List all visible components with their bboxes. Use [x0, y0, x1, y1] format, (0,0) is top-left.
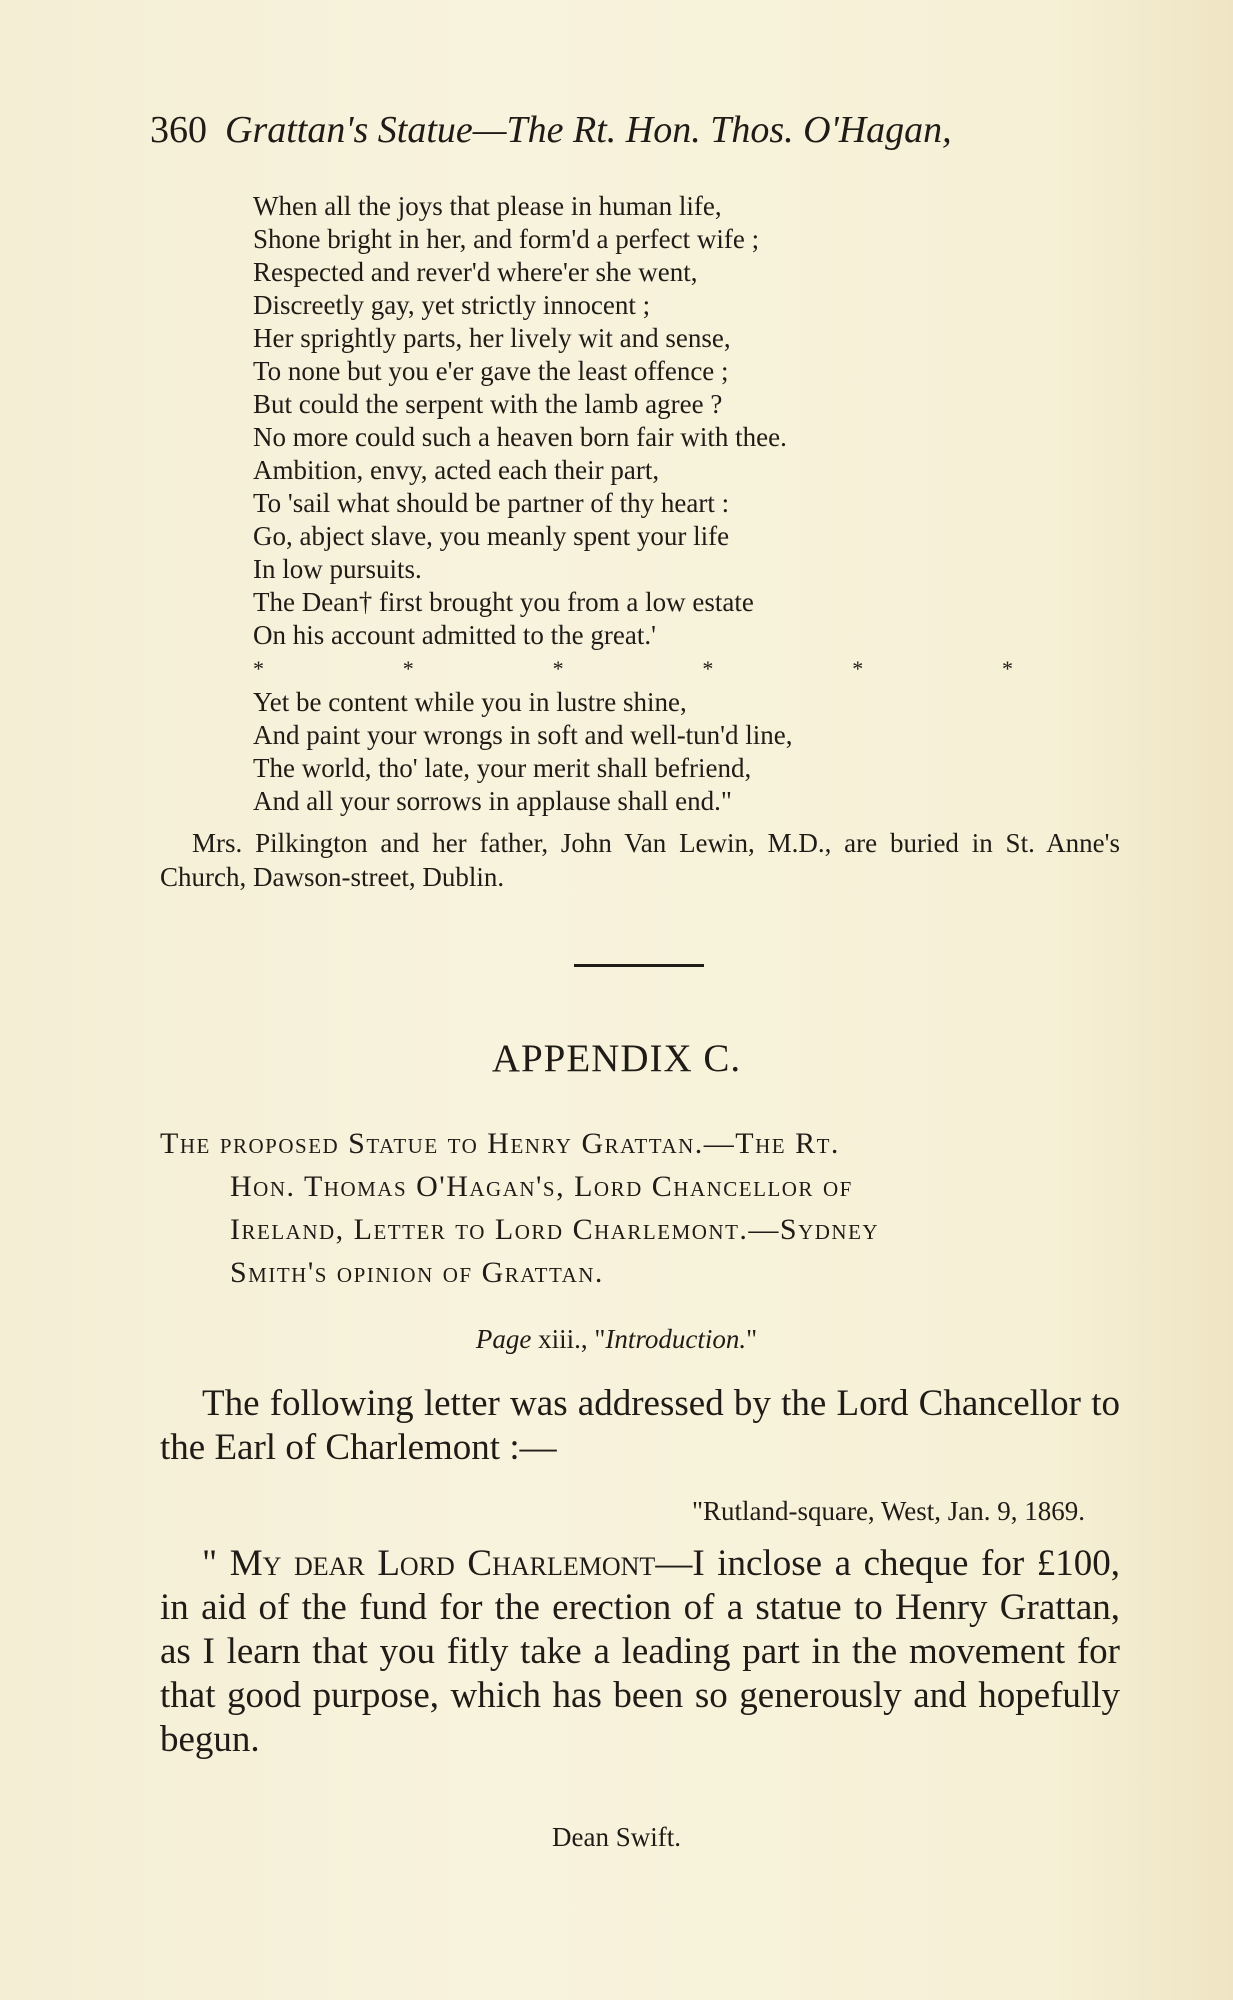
- asterism: [253, 652, 1013, 685]
- appendix-heading: [160, 1122, 1125, 1294]
- letter-dateline: "Rutland-square, West, Jan. 9, 1869.: [691, 1496, 1085, 1526]
- letter-body: —I inclose a cheque for £100, in aid of the fund for the erection of a statue to Henry Grattan, as I learn that you fitly take a leading part in the movement for that good purpose, which has been so generously and hopefully begun.: [160, 1543, 1120, 1760]
- poem-line: On his account admitted to the great.': [253, 620, 656, 650]
- page-reference: [0, 1324, 1233, 1355]
- reference-introduction: Introduction.: [605, 1324, 747, 1354]
- appendix-title: APPENDIX C.: [491, 1037, 742, 1080]
- running-head: [150, 108, 952, 152]
- intro-paragraph: The following letter was addressed by the Lord Chancellor to the Earl of Charlemont :—: [160, 1383, 1120, 1468]
- heading-line: Ireland, Letter to Lord Charlemont.—Sydney: [230, 1213, 880, 1246]
- heading-line: Smith's opinion of Grattan.: [230, 1256, 604, 1289]
- poem-line: Respected and rever'd where'er she went,: [253, 257, 698, 287]
- page-number: 360: [150, 109, 207, 151]
- poem-line: Go, abject slave, you meanly spent your life: [253, 521, 730, 551]
- asterisk: *: [402, 656, 414, 681]
- asterisk: *: [253, 656, 264, 681]
- poem-line: But could the serpent with the lamb agree ?: [253, 389, 723, 419]
- heading-line: The proposed Statue to Henry Grattan.—The Rt.: [160, 1127, 840, 1160]
- poem-line: When all the joys that please in human life,: [253, 191, 722, 221]
- poem-line: Her sprightly parts, her lively wit and sense,: [253, 323, 731, 353]
- poem-line: To none but you e'er gave the least offence ;: [253, 356, 729, 386]
- reference-page-number: xiii., ": [531, 1324, 606, 1354]
- poem-line: Discreetly gay, yet strictly innocent ;: [253, 290, 651, 320]
- letter-paragraph: [160, 1542, 1120, 1762]
- asterisk: *: [1001, 656, 1013, 681]
- poem-line: The Dean† first brought you from a low estate: [253, 587, 754, 617]
- poem-line: The world, tho' late, your merit shall befriend,: [253, 753, 752, 783]
- heading-line: Hon. Thomas O'Hagan's, Lord Chancellor of: [230, 1170, 853, 1203]
- poem-part-1: [253, 190, 1013, 685]
- asterisk: *: [852, 656, 864, 681]
- letter-salutation: " My dear Lord Charlemont: [202, 1543, 656, 1584]
- poem-line: No more could such a heaven born fair with thee.: [253, 422, 787, 452]
- poem-part-2: [253, 686, 793, 818]
- poem-line: Shone bright in her, and form'd a perfect wife ;: [253, 224, 760, 254]
- running-title: Grattan's Statue—The Rt. Hon. Thos. O'Hagan,: [225, 109, 952, 151]
- reference-close-quote: ": [746, 1324, 758, 1354]
- poem-line: Ambition, envy, acted each their part,: [253, 455, 660, 485]
- reference-page-word: Page: [475, 1324, 532, 1354]
- footnote-name: Dean Swift.: [552, 1822, 681, 1852]
- poem-line: And all your sorrows in applause shall end.": [253, 786, 732, 816]
- poem-line: Yet be content while you in lustre shine,: [253, 687, 687, 717]
- poem-line: To 'sail what should be partner of thy heart :: [253, 488, 730, 518]
- poem-line: And paint your wrongs in soft and well-tun'd line,: [253, 720, 793, 750]
- poem-line: In low pursuits.: [253, 554, 422, 584]
- section-rule: [574, 964, 704, 967]
- asterisk: *: [702, 656, 714, 681]
- asterisk: *: [552, 656, 564, 681]
- burial-note: Mrs. Pilkington and her father, John Van Lewin, M.D., are buried in St. Anne's Church, Dawson-street, Dublin.: [160, 828, 1120, 892]
